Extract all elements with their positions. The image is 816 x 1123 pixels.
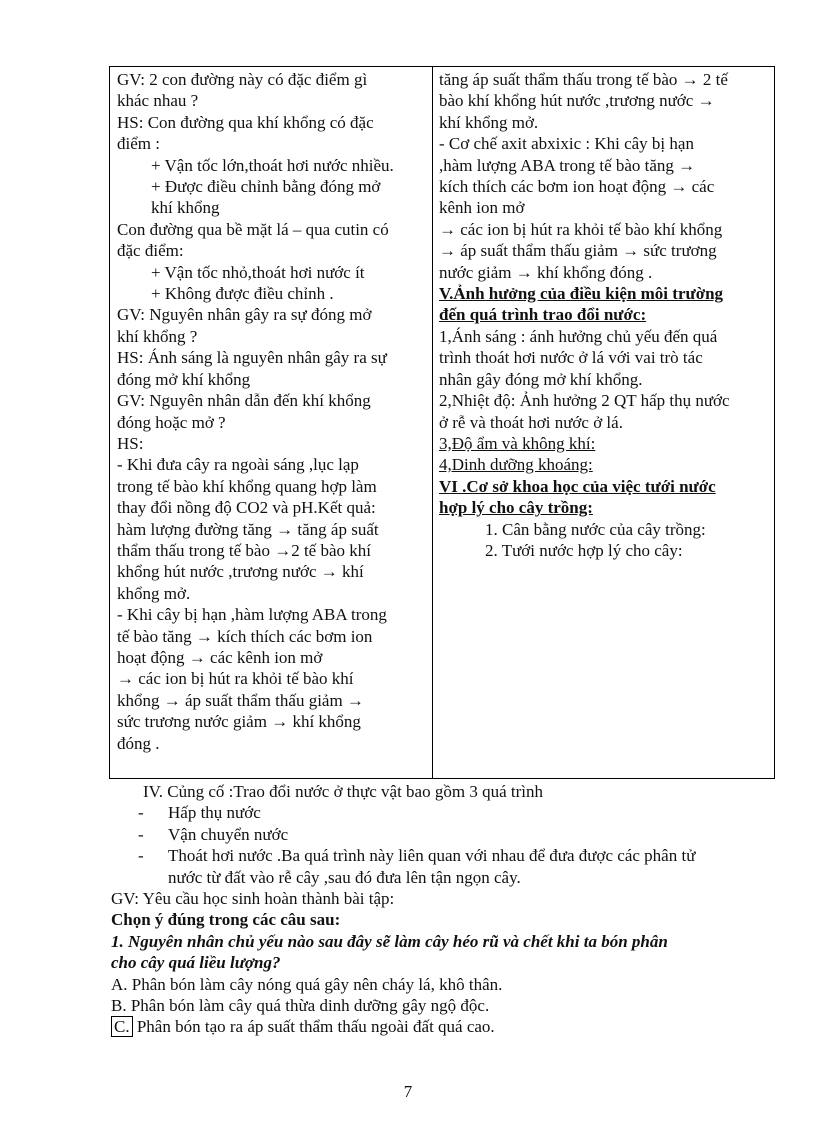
text-line: khí khổng ? — [117, 326, 198, 346]
text-line: HS: Ánh sáng là nguyên nhân gây ra sự — [117, 348, 387, 368]
text-line: tế bào tăng → kích thích các bơm ion — [117, 626, 373, 646]
text-line: kênh ion mở — [439, 198, 525, 218]
lesson-table — [109, 66, 775, 779]
list-item: - Thoát hơi nước .Ba quá trình này liên quan với nhau để đưa được các phân tử — [138, 846, 696, 866]
option-c: C. Phân bón tạo ra áp suất thẩm thấu ngoài đất quá cao. — [111, 1016, 785, 1037]
text-line: đóng hoặc mở ? — [117, 412, 226, 432]
text-line: → các ion bị hút ra khỏi tế bào khí khổng — [439, 219, 723, 239]
consolidation-heading: IV. Củng cố :Trao đổi nước ở thực vật bao gồm 3 quá trình — [143, 782, 543, 801]
column-divider — [432, 67, 433, 778]
text-line: - Cơ chế axit abxixic : Khi cây bị hạn — [439, 134, 694, 154]
text-line: trình thoát hơi nước ở lá với vai trò tác — [439, 348, 703, 368]
text-line: + Vận tốc nhỏ,thoát hơi nước ít — [151, 262, 365, 282]
text-line: - Khi cây bị hạn ,hàm lượng ABA trong — [117, 605, 387, 625]
text-line: 2,Nhiệt độ: Ảnh hưởng 2 QT hấp thụ nước — [439, 391, 730, 411]
text-line: điểm : — [117, 134, 160, 154]
question-1-continued: cho cây quá liều lượng? — [111, 953, 281, 973]
text-line: 4,Dinh dưỡng khoáng: — [439, 455, 593, 475]
option-a: A. Phân bón làm cây nóng quá gây nên cháy lá, khô thân. — [111, 974, 503, 994]
text-line: Con đường qua bề mặt lá – qua cutin có — [117, 219, 389, 239]
text-line: GV: 2 con đường này có đặc điểm gì — [117, 70, 368, 89]
teacher-student-column — [117, 69, 425, 754]
text-line: - Khi đưa cây ra ngoài sáng ,lục lạp — [117, 455, 359, 475]
option-b: B. Phân bón làm cây quá thừa dinh dưỡng gây ngộ độc. — [111, 996, 490, 1016]
text-line: khác nhau ? — [117, 91, 199, 111]
list-item: - Vận chuyển nước — [138, 824, 289, 844]
answer-box: C. — [111, 1016, 133, 1037]
content-column — [439, 69, 771, 561]
text-line: 3,Độ ẩm và không khí: — [439, 433, 596, 453]
text-line: HS: Con đường qua khí khổng có đặc — [117, 112, 374, 132]
page-number: 7 — [403, 1082, 413, 1101]
list-item-continuation: nước từ đất vào rễ cây ,sau đó đưa lên tận ngọn cây. — [168, 867, 521, 887]
text-line: + Không được điều chỉnh . — [151, 284, 334, 304]
consolidation-section — [111, 781, 785, 1038]
question-1: 1. Nguyên nhân chủ yếu nào sau đây sẽ làm cây héo rũ và chết khi ta bón phân — [111, 931, 668, 951]
text-line: → các ion bị hút ra khỏi tế bào khí — [117, 669, 354, 689]
exercise-heading: Chọn ý đúng trong các câu sau: — [111, 910, 341, 930]
text-line: bào khí khổng hút nước ,trương nước → — [439, 91, 715, 111]
text-line: đặc điểm: — [117, 241, 184, 261]
text-line: đến quá trình trao đổi nước: — [439, 305, 647, 325]
list-item: - Hấp thụ nước — [138, 803, 261, 823]
text-line: nhân gây đóng mở khí khổng. — [439, 369, 643, 389]
text-line: khổng hút nước ,trương nước → khí — [117, 562, 364, 582]
text-line: hàm lượng đường tăng → tăng áp suất — [117, 519, 379, 539]
text-line: khí khổng mở. — [439, 112, 539, 132]
text-line: 1. Cân bằng nước của cây trồng: — [485, 519, 706, 539]
text-line: hợp lý cho cây trồng: — [439, 498, 593, 518]
text-line: tăng áp suất thẩm thấu trong tế bào → 2 tế — [439, 70, 728, 89]
text-line: 1,Ánh sáng : ánh hưởng chủ yếu đến quá — [439, 326, 718, 346]
text-line: nước giảm → khí khổng đóng . — [439, 262, 653, 282]
text-line: thay đổi nồng độ CO2 và pH.Kết quả: — [117, 498, 376, 518]
text-line: ,hàm lượng ABA trong tế bào tăng → — [439, 155, 696, 175]
text-line: + Được điều chỉnh bằng đóng mở — [151, 177, 381, 197]
text-line: GV: Nguyên nhân dẫn đến khí khổng — [117, 391, 371, 411]
text-line: khí khổng — [151, 198, 220, 218]
text-line: trong tế bào khí khổng quang hợp làm — [117, 476, 377, 496]
text-line: GV: Nguyên nhân gây ra sự đóng mở — [117, 305, 372, 325]
text-line: V.Ảnh hưởng của điều kiện môi trường — [439, 284, 724, 304]
text-line: khổng → áp suất thẩm thấu giảm → — [117, 690, 364, 710]
text-line: đóng mở khí khổng — [117, 369, 251, 389]
text-line: sức trương nước giảm → khí khổng — [117, 712, 361, 732]
text-line: thẩm thấu trong tế bào →2 tế bào khí — [117, 540, 371, 560]
text-line: kích thích các bơm ion hoạt động → các — [439, 177, 715, 197]
text-line: đóng . — [117, 733, 160, 753]
text-line: + Vận tốc lớn,thoát hơi nước nhiều. — [151, 155, 394, 175]
text-line: VI .Cơ sở khoa học của việc tưới nước — [439, 476, 716, 496]
text-line: hoạt động → các kênh ion mở — [117, 647, 323, 667]
text-line: → áp suất thẩm thấu giảm → sức trương — [439, 241, 717, 261]
text-line: 2. Tưới nước hợp lý cho cây: — [485, 540, 683, 560]
teacher-instruction: GV: Yêu cầu học sinh hoàn thành bài tập: — [111, 889, 395, 909]
text-line: khổng mở. — [117, 583, 191, 603]
text-line: ở rễ và thoát hơi nước ở lá. — [439, 412, 623, 432]
text-line: HS: — [117, 433, 144, 453]
